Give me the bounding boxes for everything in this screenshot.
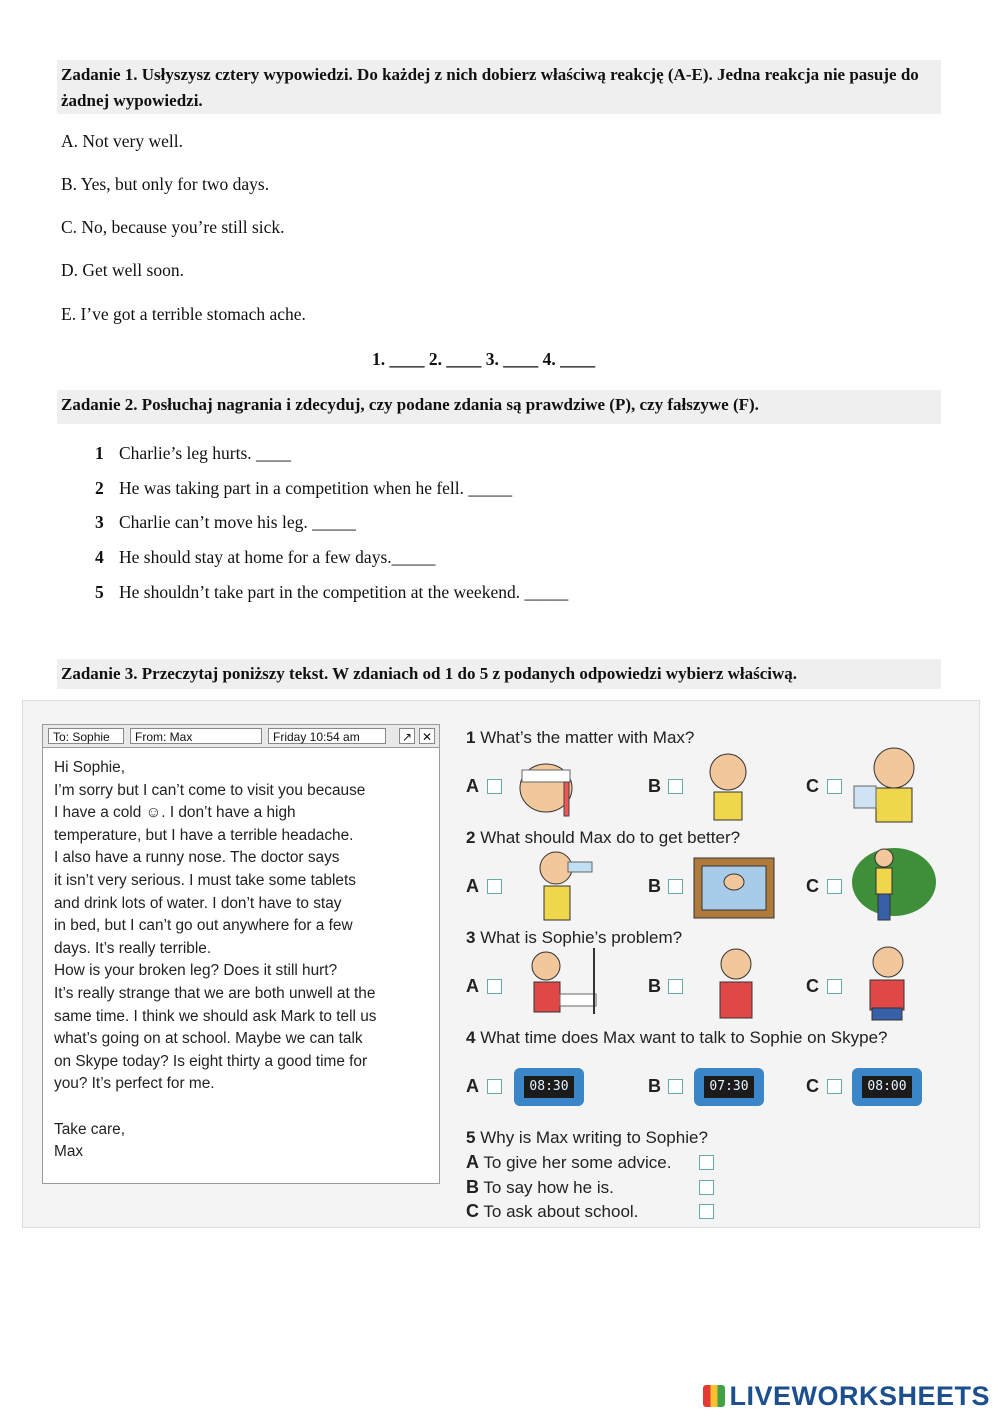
answer-checkbox[interactable] — [699, 1204, 714, 1219]
q5-option — [466, 1177, 614, 1198]
option-letter: C — [806, 1076, 819, 1096]
email-window — [42, 724, 440, 1184]
item-text: He should stay at home for a few days._____ — [119, 547, 436, 567]
answer-checkbox[interactable] — [699, 1155, 714, 1170]
email-from: From: Max — [130, 728, 262, 744]
email-header — [43, 725, 439, 748]
question-text: What should Max do to get better? — [480, 828, 741, 847]
question-text: What’s the matter with Max? — [480, 728, 695, 747]
alarm-clock — [694, 1068, 764, 1106]
email-text: Hi Sophie, I’m sorry but I can’t come to visit you because I have a cold ☺. I don’t have a high temperature, but I have a terrible headache. I also have a runny nose. The doctor says it isn’t very serious. I must take some tablets and drink lots of water. I don’t have to stay in bed, but I can’t go out anywhere for a few days. It’s really terrible. How is your broken leg? Does it still hurt? It’s really strange that we are both unwell at the same time. I think we should ask Mark to tell us what’s going on at school. Maybe we can talk on Skype today? Is eight thirty a good time for you? It’s perfect for me. Take care, Max — [54, 759, 377, 1161]
question-4 — [466, 1028, 887, 1048]
q5-option — [466, 1201, 638, 1222]
logo-icon — [703, 1385, 725, 1407]
task1-option-a: A. Not very well. — [61, 131, 183, 151]
girl-with-stomach-ache-illustration — [852, 942, 922, 1022]
girl-with-hurt-arm-illustration — [704, 944, 768, 1022]
email-body — [54, 757, 434, 1164]
answer-checkbox[interactable] — [668, 1079, 683, 1094]
item-number: 2 — [95, 478, 104, 498]
email-date: Friday 10:54 am — [268, 728, 386, 744]
task1-answer-blanks[interactable]: 1. ____ 2. ____ 3. ____ 4. ____ — [372, 349, 596, 369]
task3-title: Zadanie 3. Przeczytaj poniższy tekst. W zdaniach od 1 do 5 z podanych odpowiedzi wybierz właściwą. — [57, 659, 941, 689]
question-text: What time does Max want to talk to Sophie on Skype? — [480, 1028, 888, 1047]
option-letter: C — [806, 876, 819, 896]
clock-time: 08:00 — [862, 1076, 912, 1098]
answer-checkbox[interactable] — [487, 779, 502, 794]
option-letter: B — [648, 776, 661, 796]
alarm-clock — [514, 1068, 584, 1106]
answer-checkbox[interactable] — [827, 879, 842, 894]
boy-with-headache-illustration — [700, 748, 756, 822]
close-icon[interactable]: ✕ — [419, 728, 435, 744]
task2-item[interactable] — [95, 547, 435, 568]
item-text: Charlie’s leg hurts. ____ — [119, 443, 292, 463]
item-number: 5 — [95, 582, 104, 602]
boy-drinking-water-illustration — [536, 848, 596, 922]
question-text: Why is Max writing to Sophie? — [480, 1128, 708, 1147]
option-letter: C — [466, 1201, 479, 1221]
option-letter: C — [806, 976, 819, 996]
option-letter: B — [648, 976, 661, 996]
question-number: 5 — [466, 1128, 476, 1147]
clock-time: 07:30 — [704, 1076, 754, 1098]
option-text: To say how he is. — [483, 1178, 614, 1197]
option-letter: A — [466, 1076, 479, 1096]
item-text: Charlie can’t move his leg. _____ — [119, 512, 356, 532]
answer-checkbox[interactable] — [487, 879, 502, 894]
answer-checkbox[interactable] — [668, 879, 683, 894]
item-number: 3 — [95, 512, 104, 532]
answer-checkbox[interactable] — [487, 1079, 502, 1094]
answer-checkbox[interactable] — [699, 1180, 714, 1195]
answer-checkbox[interactable] — [668, 779, 683, 794]
answer-checkbox[interactable] — [827, 779, 842, 794]
item-text: He shouldn’t take part in the competition at the weekend. _____ — [119, 582, 569, 602]
option-text: To ask about school. — [483, 1202, 639, 1221]
question-5 — [466, 1128, 708, 1148]
option-letter: B — [648, 1076, 661, 1096]
question-number: 4 — [466, 1028, 476, 1047]
item-number: 1 — [95, 443, 104, 463]
option-letter: A — [466, 976, 479, 996]
option-letter: A — [466, 1152, 479, 1172]
email-to: To: Sophie — [48, 728, 124, 744]
q5-option — [466, 1152, 671, 1173]
question-2 — [466, 828, 740, 848]
item-text: He was taking part in a competition when he fell. _____ — [119, 478, 513, 498]
task2-item[interactable] — [95, 512, 356, 533]
task1-option-e: E. I’ve got a terrible stomach ache. — [61, 304, 306, 324]
boy-walking-outside-illustration — [850, 846, 938, 924]
question-1 — [466, 728, 694, 748]
task1-option-b: B. Yes, but only for two days. — [61, 174, 270, 194]
task2-item[interactable] — [95, 443, 291, 464]
alarm-clock — [852, 1068, 922, 1106]
task1-option-c: C. No, because you’re still sick. — [61, 217, 285, 237]
answer-checkbox[interactable] — [827, 979, 842, 994]
task1-option-d: D. Get well soon. — [61, 260, 184, 280]
answer-checkbox[interactable] — [487, 979, 502, 994]
question-number: 2 — [466, 828, 476, 847]
logo-text: LIVEWORKSHEETS — [729, 1381, 990, 1411]
option-letter: C — [806, 776, 819, 796]
answer-checkbox[interactable] — [827, 1079, 842, 1094]
clock-time: 08:30 — [524, 1076, 574, 1098]
item-number: 4 — [95, 547, 104, 567]
question-number: 1 — [466, 728, 476, 747]
option-letter: B — [466, 1177, 479, 1197]
boy-with-thermometer-illustration — [510, 752, 586, 820]
liveworksheets-logo — [703, 1381, 990, 1412]
option-letter: A — [466, 776, 479, 796]
option-letter: A — [466, 876, 479, 896]
boy-in-bed-illustration — [692, 852, 776, 922]
answer-checkbox[interactable] — [668, 979, 683, 994]
boy-sneezing-illustration — [852, 742, 926, 824]
task2-title: Zadanie 2. Posłuchaj nagrania i zdecyduj, czy podane zdania są prawdziwe (P), czy fałszywe (F). — [57, 390, 941, 424]
girl-with-broken-leg-illustration — [516, 944, 608, 1022]
task2-item[interactable] — [95, 582, 568, 603]
question-number: 3 — [466, 928, 476, 947]
task1-title: Zadanie 1. Usłyszysz cztery wypowiedzi. Do każdej z nich dobierz właściwą reakcję (A-E). Jedna reakcja nie pasuje do żadnej wypowiedzi. — [57, 60, 941, 114]
expand-icon[interactable]: ↗ — [399, 728, 415, 744]
question-text: What is Sophie’s problem? — [480, 928, 683, 947]
task2-item[interactable] — [95, 478, 512, 499]
option-letter: B — [648, 876, 661, 896]
option-text: To give her some advice. — [483, 1153, 672, 1172]
